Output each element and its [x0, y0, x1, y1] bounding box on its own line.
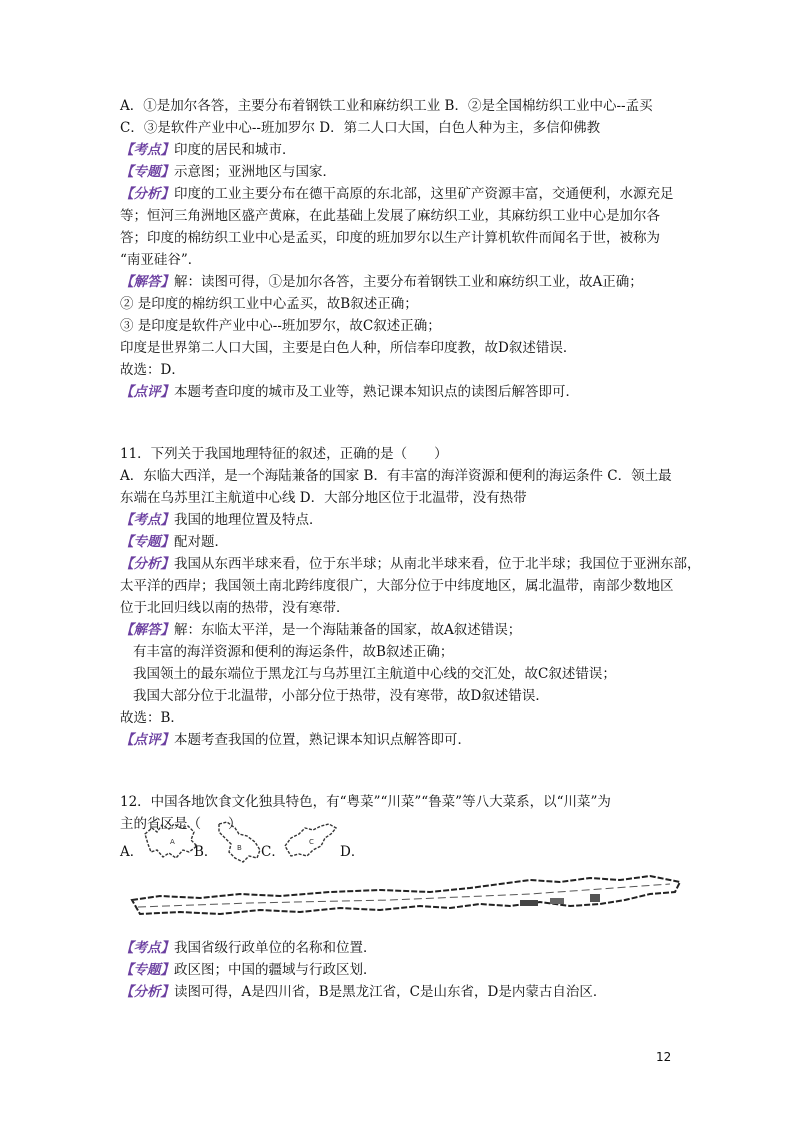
- kaodian-tag: 【考点】: [120, 940, 174, 956]
- q11-dianping: [120, 730, 471, 750]
- q12-stem-line-1: 12．中国各地饮食文化独具特色，有“粤菜”“川菜”“鲁菜”等八大菜系，以“川菜”为: [120, 794, 611, 810]
- q11-jieda-line-5: 故选：B．: [120, 710, 184, 726]
- dianping-text: 本题考查我国的位置，熟记课本知识点解答即可．: [174, 732, 471, 748]
- q11-jieda-line-2: 有丰富的海洋资源和便利的海运条件，故B叙述正确；: [133, 644, 454, 660]
- zhuanti-text: 政区图；中国的疆域与行政区划．: [174, 962, 377, 978]
- jieda-tag: 【解答】: [120, 274, 174, 290]
- q12-stem-line-2: 主的省区是（ ）: [120, 816, 242, 832]
- dianping-tag: 【点评】: [120, 384, 174, 400]
- q11-jieda-line-3: 我国领土的最东端位于黑龙江与乌苏里江主航道中心线的交汇处，故C叙述错误；: [133, 666, 616, 682]
- q10-dianping: [120, 382, 579, 402]
- fenxi-text: 印度的工业主要分布在德干高原的东北部，这里矿产资源丰富，交通便利，水源充足: [174, 186, 674, 202]
- inner-mongolia-map-icon: [130, 870, 690, 920]
- zhuanti-text: 配对题．: [174, 534, 228, 550]
- q11-fenxi-line-1: [120, 554, 701, 574]
- q10-fenxi-line-2: 等；恒河三角洲地区盛产黄麻，在此基础上发展了麻纺织工业，其麻纺织工业中心是加尔各: [120, 208, 660, 224]
- map-letter-c: C: [309, 838, 314, 846]
- q10-fenxi-line-4: “南亚硅谷”．: [120, 252, 202, 268]
- q11-zhuanti: [120, 532, 228, 552]
- q10-jieda-line-3: ③ 是印度是软件产业中心--班加罗尔，故C叙述正确；: [120, 318, 441, 334]
- zhuanti-tag: 【专题】: [120, 962, 174, 978]
- q11-stem: 11．下列关于我国地理特征的叙述，正确的是（ ）: [120, 446, 448, 462]
- q10-jieda-line-1: [120, 272, 643, 292]
- shandong-map-icon: [281, 820, 341, 860]
- q11-fenxi-line-2: 太平洋的西岸；我国领土南北跨纬度很广，大部分位于中纬度地区，属北温带，南部少数地区: [120, 578, 674, 594]
- map-letter-a: A: [170, 838, 175, 846]
- q10-jieda-line-2: ② 是印度的棉纺织工业中心孟买，故B叙述正确；: [120, 296, 418, 312]
- jieda-tag: 【解答】: [120, 622, 174, 638]
- option-c-label: C．: [261, 844, 285, 860]
- q11-options-line-2: 东端在乌苏里江主航道中心线 D．大部分地区位于北温带，没有热带: [120, 490, 527, 506]
- page-number: 12: [656, 1050, 672, 1064]
- kaodian-tag: 【考点】: [120, 512, 174, 528]
- q10-kaodian: [120, 140, 296, 160]
- zhuanti-text: 示意图；亚洲地区与国家．: [174, 164, 336, 180]
- kaodian-text: 我国的地理位置及特点．: [174, 512, 323, 528]
- fenxi-tag: 【分析】: [120, 186, 174, 202]
- q10-options-cd: C．③是软件产业中心--班加罗尔 D．第二人口大国，白色人种为主，多信仰佛教: [120, 120, 601, 136]
- jieda-text: 解：东临太平洋，是一个海陆兼备的国家，故A叙述错误；: [174, 622, 522, 638]
- q10-fenxi-line-1: [120, 184, 674, 204]
- sichuan-map-icon: [142, 820, 200, 862]
- q12-zhuanti: [120, 960, 377, 980]
- q11-fenxi-line-3: 位于北回归线以南的热带，没有寒带．: [120, 600, 350, 616]
- fenxi-text: 我国从东西半球来看，位于东半球；从南北半球来看，位于北半球；我国位于亚洲东部，: [174, 556, 701, 572]
- fenxi-tag: 【分析】: [120, 984, 174, 1000]
- q12-fenxi: [120, 982, 606, 1002]
- q10-zhuanti: [120, 162, 336, 182]
- dianping-text: 本题考查印度的城市及工业等，熟记课本知识点的读图后解答即可．: [174, 384, 579, 400]
- map-letter-b: B: [237, 844, 242, 852]
- q10-options-ab: A．①是加尔各答，主要分布着钢铁工业和麻纺织工业 B．②是全国棉纺织工业中心--孟买: [120, 98, 653, 114]
- q10-jieda-line-4: 印度是世界第二人口大国，主要是白色人种，所信奉印度教，故D叙述错误．: [120, 340, 577, 356]
- zhuanti-tag: 【专题】: [120, 164, 174, 180]
- fenxi-text: 读图可得，A是四川省，B是黑龙江省，C是山东省，D是内蒙古自治区．: [174, 984, 607, 1000]
- option-a-label: A．: [120, 844, 144, 860]
- q11-jieda-line-4: 我国大部分位于北温带，小部分位于热带，没有寒带，故D叙述错误．: [133, 688, 549, 704]
- q12-kaodian: [120, 938, 377, 958]
- option-d-label: D．: [340, 844, 365, 860]
- option-b-label: B．: [194, 844, 218, 860]
- q11-jieda-line-1: [120, 620, 521, 640]
- dianping-tag: 【点评】: [120, 732, 174, 748]
- zhuanti-tag: 【专题】: [120, 534, 174, 550]
- kaodian-tag: 【考点】: [120, 142, 174, 158]
- kaodian-text: 印度的居民和城市．: [174, 142, 296, 158]
- q11-options-line-1: A．东临大西洋，是一个海陆兼备的国家 B．有丰富的海洋资源和便利的海运条件 C．领土最: [120, 468, 672, 484]
- heilongjiang-map-icon: [213, 820, 263, 864]
- jieda-text: 解：读图可得，①是加尔各答，主要分布着钢铁工业和麻纺织工业，故A正确；: [174, 274, 643, 290]
- fenxi-tag: 【分析】: [120, 556, 174, 572]
- q10-fenxi-line-3: 答；印度的棉纺织工业中心是孟买，印度的班加罗尔以生产计算机软件而闻名于世，被称为: [120, 230, 660, 246]
- q10-jieda-line-5: 故选：D．: [120, 362, 185, 378]
- kaodian-text: 我国省级行政单位的名称和位置．: [174, 940, 377, 956]
- q11-kaodian: [120, 510, 323, 530]
